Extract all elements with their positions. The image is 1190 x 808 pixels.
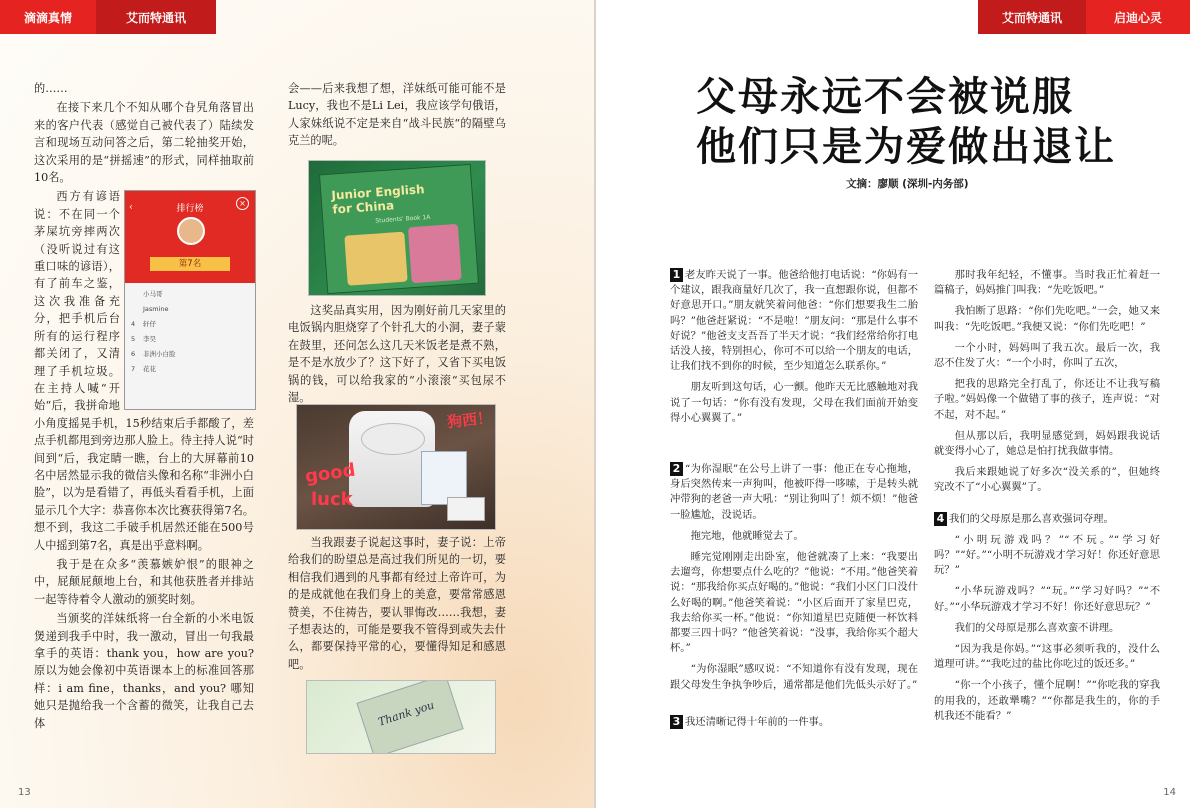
- title-line-2: 他们只是为爱做出退让: [696, 124, 1116, 170]
- page-number-right: 14: [1163, 787, 1176, 798]
- paragraph: 1 老友昨天说了一事。他爸给他打电话说：“你妈有一个建议，跟我商量好几次了，我一直想跟你说，但都不好意思开口。”朋友就笑着问他爸：“你们想要我生二胎吗？”他爸赶紧说：“不是啦！”朋友问：“那是什么事不好说？”他爸支支吾吾了半天才说：“我们经常给你打电话没人接，特别担心，你可不可以给一个朋友的电话，让我们找不到你的时候，至少知道怎么联系你。”: [670, 268, 918, 373]
- paragraph: 会——后来我想了想，洋妹纸可能可能不是Lucy，我也不是Li Lei，我应该学句俄语，人家妹纸说不定是来自“战斗民族“的隔壁乌克兰的呢。: [288, 82, 506, 148]
- list-item: 7 花花: [131, 365, 156, 374]
- left-column-2-bottom: [288, 534, 506, 675]
- section-tab-right: [1086, 0, 1190, 34]
- title-line-1: 父母永远不会被说服: [696, 74, 1074, 120]
- paragraph: 这奖品真实用，因为刚好前几天家里的电饭锅内胆烧穿了个针孔大的小洞，妻子蒙在鼓里，还问怎么这几天米饭老是煮不熟，是不是水放少了？这下好了，又省下买电饭锅的钱，可以给我家的“小滚滚“买包尿不湿。: [288, 304, 506, 405]
- book-illustration-2: [408, 224, 462, 283]
- paragraph: 我怕断了思路：“你们先吃吧。”一会，她又来叫我：“先吃饭吧。”我便又说：“你们先吃吧！”: [934, 305, 1160, 333]
- right-page: [596, 0, 1190, 808]
- paragraph: 朋友听到这句话，心一颤。他昨天无比感触地对我说了一句话：“你有没有发现，父母在我们面前开始变得小心翼翼了。”: [670, 381, 918, 424]
- paragraph: 2 “为你湿眠”在公号上讲了一事：他正在专心拖地，身后突然传来一声狗叫，他被吓得一哆嗦，于是转头就冲带狗的老爸一声大吼：“别让狗叫了！烦不烦！”他爸一脸尴尬，没说话。: [670, 462, 918, 521]
- phone-screenshot: [124, 190, 256, 410]
- back-icon: ‹: [129, 202, 133, 214]
- paragraph: “因为我是你妈。”“这事必须听我的，没什么道理可讲。”“我吃过的盐比你吃过的饭还多。”: [934, 643, 1160, 671]
- list-item: 小马哥: [143, 290, 163, 299]
- paragraph: 把我的思路完全打乱了，你还让不让我写稿子啦。”妈妈像一个做错了事的孩子，连声说：“对不起，对不起。”: [934, 378, 1160, 421]
- card-text: Thank you: [376, 698, 436, 729]
- handwritten-luck: luck: [311, 489, 353, 510]
- magazine-tab-label: 艾而特通讯: [125, 10, 186, 25]
- card: [356, 680, 463, 754]
- list-item: 6 非洲小白脸: [131, 350, 176, 359]
- paragraph: “为你湿眠”感叹说：“不知道你有没有发现，现在跟父母发生争执争吵后，通常都是他们先低头示好了。”: [670, 663, 918, 691]
- section-number: 2: [670, 462, 683, 476]
- section-tab-label: 滴滴真情: [23, 10, 72, 25]
- paragraph: “你一个小孩子，懂个屁啊！”“你吃我的穿我的用我的，还敢犟嘴？”“你都是我生的，你的手机我还不能看？”: [934, 679, 1160, 722]
- paragraph: 拖完地，他就睡觉去了。: [690, 529, 804, 542]
- section-tab-left: [0, 0, 96, 34]
- paragraph: 睡完觉刚刚走出卧室，他爸就凑了上来：“我要出去遛弯，你想要点什么吃的？”他说：“不用。”他爸笑着说：“那我给你买点好喝的。”他说：“我们小区门口没什么好喝的啊。”他爸笑着说：“小区后面开了家星巴克，我去给你买一杯。”他说：“你知道星巴克随便一杯饮料都要三四十吗？”他爸笑着说：“没事，我给你买个超大杯。”: [670, 551, 918, 655]
- magazine-tab-right: [978, 0, 1086, 34]
- book-subtitle: Students' Book 1A: [375, 213, 431, 225]
- list-item: 5 李昊: [131, 335, 156, 344]
- phone-title: 排行榜: [176, 204, 204, 215]
- paragraph: 一个小时，妈妈叫了我五次。最后一次，我忍不住发了火：“一个小时，你叫了五次，: [934, 341, 1160, 370]
- ranking-list: [125, 283, 255, 381]
- byline: 文摘：廖顺 (深圳-内务部): [846, 178, 969, 190]
- magazine-tab-left: [96, 0, 216, 34]
- paragraph: 西方有谚语说：不在同一个茅屎坑旁摔两次（没听说过有这重口味的谚语），有了前车之鉴，这次我准备充分，把手机后台所有的运行程序都关闭了，又清理了手机垃圾。在主持人喊“开始“后，我拼命地小角度摇晃手机，15秒结束后手都酸了，差点手机都甩到旁边那人脸上。待主持人说“时间到“后，我定睛一瞧，台上的大屏幕前10名中居然显示我的微信头像和名称“非洲小白脸”，以为是看错了，再低头看看手机，上面显示几个大字：恭喜你本次比赛获得第7名。想不到，我这二手破手机居然还能在500号人中摇到第7名，真是出乎意料啊。: [34, 190, 254, 552]
- paragraph: 的……: [34, 82, 68, 95]
- paragraph: 我后来跟她说了好多次“没关系的”，但她终究改不了“小心翼翼”了。: [934, 466, 1160, 494]
- section-number: 4: [934, 512, 947, 526]
- paragraph: 我于是在众多“羡慕嫉妒恨”的眼神之中，屁颠屁颠地上台，和其他获胜者并排站一起等待着令人激动的颁奖时刻。: [34, 557, 254, 606]
- left-column-2-mid: [288, 302, 506, 408]
- paragraph: 但从那以后，我明显感觉到，妈妈跟我说话就变得小心了，她总是怕打扰我做事情。: [934, 429, 1160, 458]
- handwritten-good: good: [303, 459, 357, 488]
- book-title: Junior English for China: [331, 182, 426, 217]
- paragraph: 我们的父母原是那么喜欢蛮不讲理。: [954, 621, 1120, 634]
- section-number: 1: [670, 268, 683, 282]
- paragraph: “小华玩游戏吗？”“玩。”“学习好吗？”“不好。”“小华玩游戏才学习不好！你还好意思玩？”: [934, 585, 1160, 613]
- paragraph: 4 我们的父母原是那么喜欢强词夺理。: [934, 512, 1160, 527]
- paragraph: 那时我年纪轻，不懂事。当时我正忙着赶一篇稿子，妈妈推门叫我：“先吃饭吧。”: [934, 269, 1160, 297]
- phone-header: [125, 191, 255, 283]
- left-column-1: [34, 80, 254, 734]
- magazine-tab-label: 艾而特通讯: [1001, 10, 1062, 25]
- section-number: 3: [670, 715, 683, 729]
- right-column-2: [934, 268, 1160, 730]
- paragraph: “小明玩游戏吗？”“不玩。”“学习好吗？”“好。”“小明不玩游戏才学习好！你还好意思玩？”: [934, 533, 1160, 577]
- thank-you-card-photo: [306, 680, 496, 754]
- left-page: [0, 0, 594, 808]
- close-icon: ×: [236, 197, 249, 210]
- paragraph: 3 我还清晰记得十年前的一件事。: [670, 715, 918, 730]
- list-item: 4 轩仔: [131, 320, 156, 329]
- handwritten-gouxi: 狗西！: [446, 408, 493, 432]
- rank-badge: 第7名: [150, 257, 230, 271]
- rice-cooker-photo: [296, 404, 496, 530]
- list-item: Jasmine: [143, 305, 169, 314]
- packaging: [447, 497, 485, 521]
- avatar: [177, 217, 205, 245]
- cooker-lid: [361, 423, 425, 455]
- paragraph: 当颁奖的洋妹纸将一台全新的小米电饭煲递到我手中时，我一激动，冒出一句我最拿手的英语：thank you，how are you? 原以为她会像初中英语课本上的标准回答那样：i am fine，thanks，and you? 哪知她只是抛给我一个含蓄的微笑，让我自己去体: [34, 612, 254, 730]
- book-illustration: [344, 232, 407, 286]
- paragraph: 在接下来几个不知从哪个旮旯角落冒出来的客户代表（感觉自己被代表了）陆续发言和现场互动问答之后，第二轮抽奖开始，这次采用的是“拼摇速”的形式，同样抽取前10名。: [34, 101, 254, 185]
- book-cover: [319, 164, 479, 294]
- right-column-1: [670, 268, 918, 736]
- section-tab-label: 启迪心灵: [1113, 10, 1162, 25]
- left-column-2: [288, 80, 506, 152]
- article-title: [696, 72, 1156, 172]
- page-number-left: 13: [18, 787, 31, 798]
- textbook-photo: [308, 160, 486, 296]
- paragraph: 当我跟妻子说起这事时，妻子说：上帝给我们的盼望总是高过我们所见的一切，要相信我们遇到的凡事都有经过上帝许可，为的是成就他在我们身上的美意，要常常感恩赞美，不住祷告，要认罪悔改……我想，妻子想表达的，可能是要我不管得到或失去什么，都要保持平常的心，要懂得知足和感恩吧。: [288, 536, 506, 671]
